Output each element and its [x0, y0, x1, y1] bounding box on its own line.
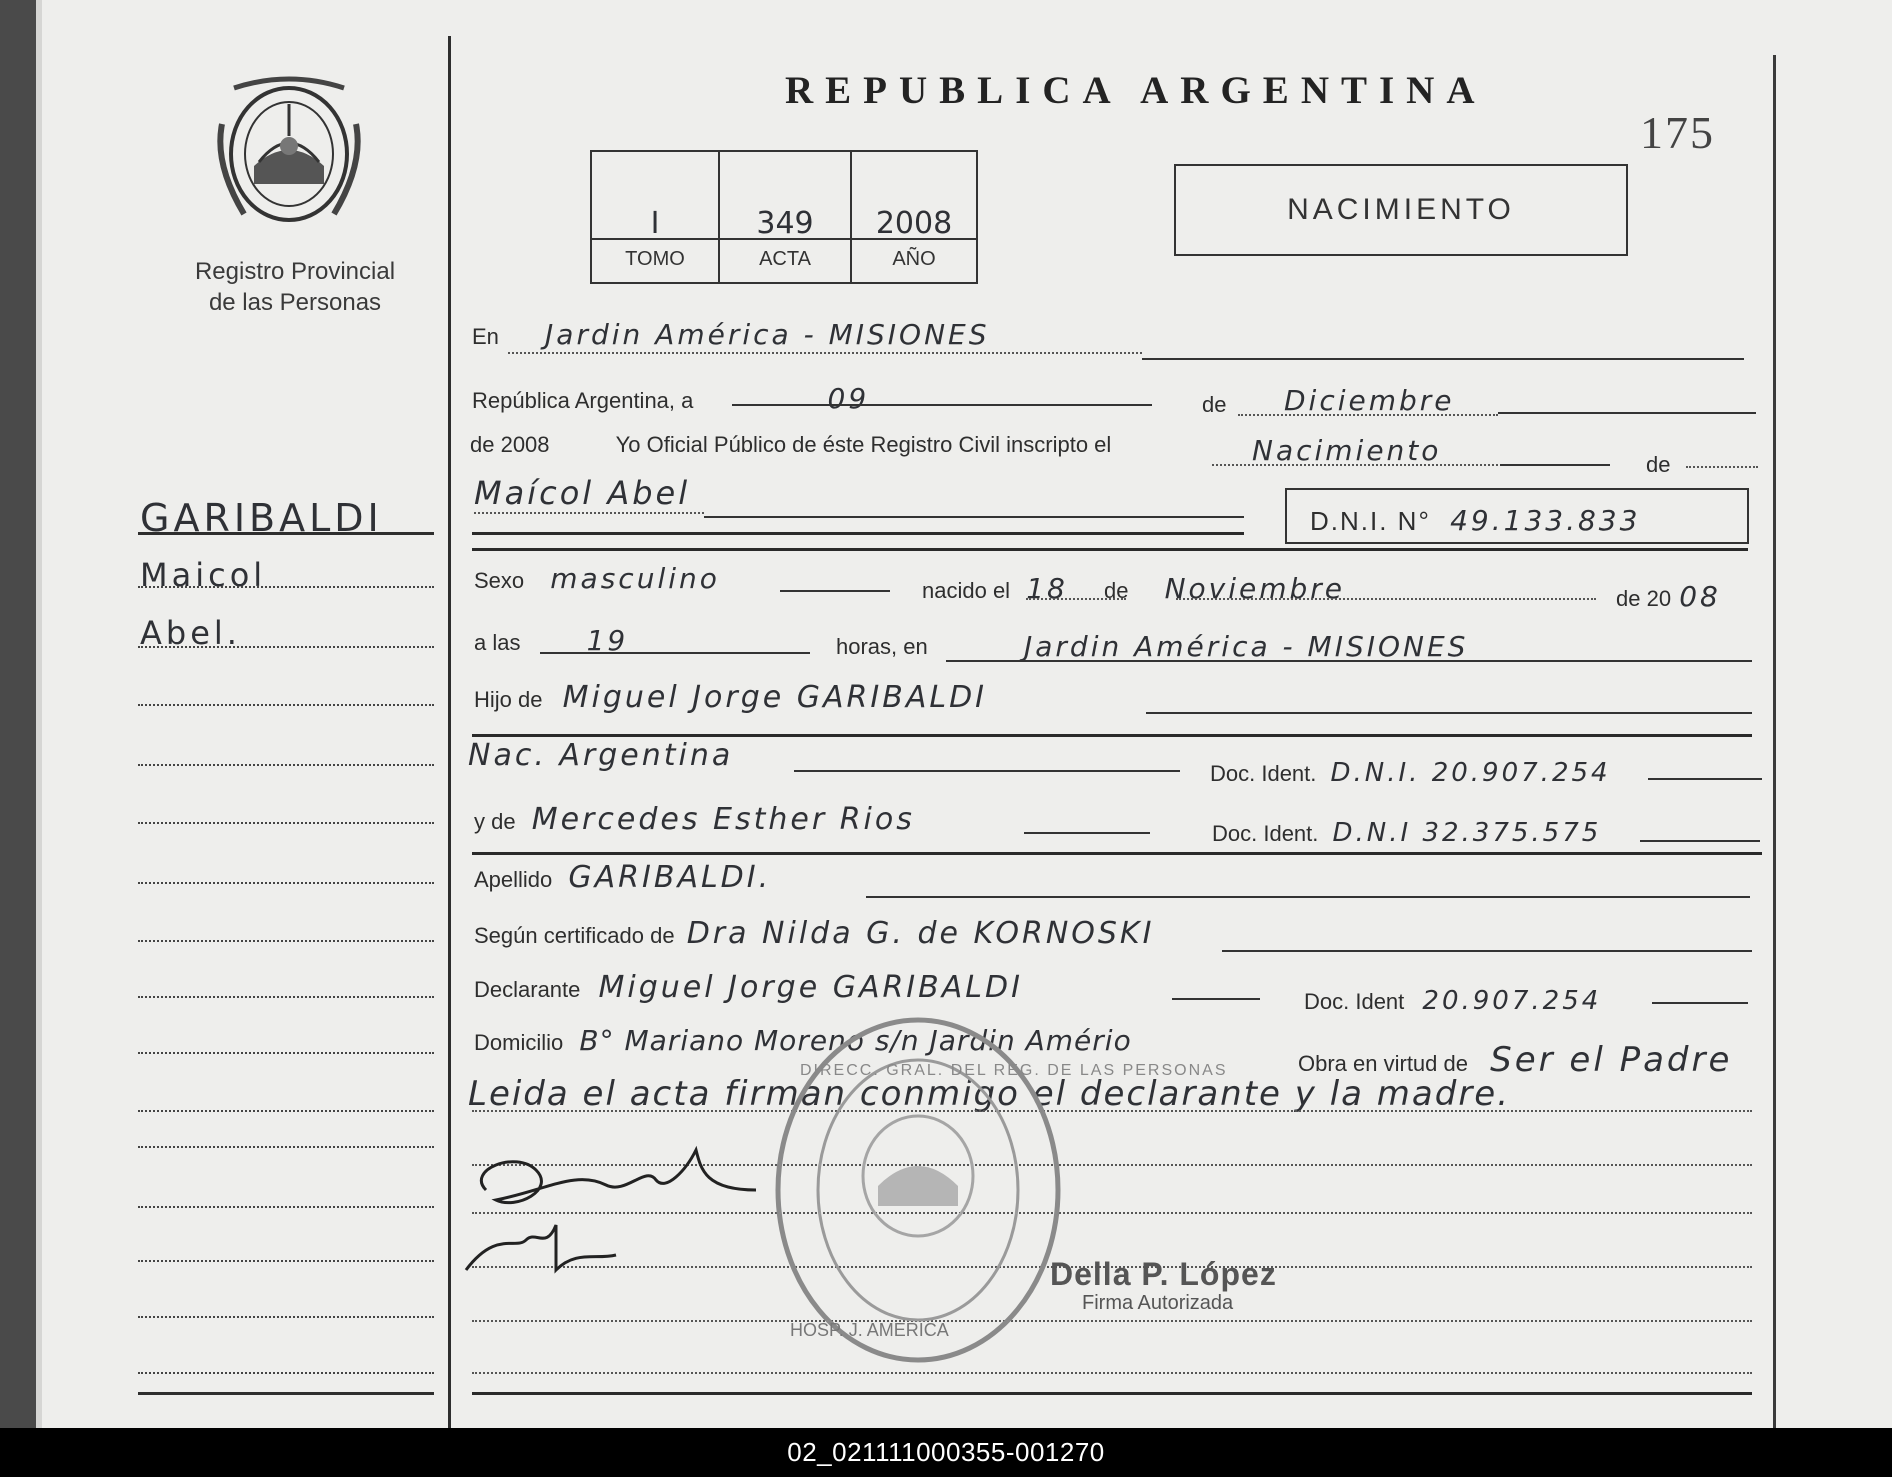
- republica-label: República Argentina, a: [472, 388, 694, 413]
- row-fecha: [472, 382, 869, 415]
- solid-line: [794, 770, 1180, 772]
- obra-value: Ser el Padre: [1490, 1040, 1733, 1080]
- nacido-mes: Noviembre: [1164, 572, 1346, 605]
- nacido-row: [922, 572, 1345, 605]
- doc-label2: Doc. Ident.: [1212, 821, 1319, 846]
- dni-row: [1310, 504, 1640, 537]
- de20-label: de 20: [1616, 586, 1672, 611]
- dotline: [474, 512, 704, 514]
- nacido-label: nacido el: [922, 578, 1011, 603]
- row-segun: [474, 916, 1154, 951]
- de20-row: [1616, 580, 1721, 613]
- segun-value: Dra Nilda G. de KORNOSKI: [686, 916, 1155, 951]
- dni-label: D.N.I. N°: [1310, 506, 1431, 536]
- de-label3: de: [1103, 578, 1129, 603]
- nacido-dia: 18: [1026, 572, 1068, 605]
- sidebar-dotline: [138, 704, 434, 706]
- row-apellido: [474, 860, 771, 895]
- thick-rule: [472, 548, 1748, 551]
- apellido-value: GARIBALDI.: [568, 860, 772, 895]
- thick-rule: [472, 734, 1752, 737]
- en-value: Jardin América - MISIONES: [545, 318, 990, 351]
- misiones-seal-icon: [214, 74, 364, 232]
- tomo-label: TOMO: [592, 238, 718, 271]
- sexo-value: masculino: [550, 562, 720, 595]
- sidebar-dotline: [138, 764, 434, 766]
- oficial-value-text: Nacimiento: [1252, 434, 1442, 467]
- record-type-box: NACIMIENTO: [1174, 164, 1628, 256]
- sidebar-dotline: [138, 646, 434, 648]
- horas-value: 19: [586, 624, 629, 657]
- sidebar-dotline: [138, 1110, 434, 1112]
- sidebar-apellido: GARIBALDI: [140, 496, 383, 540]
- row-padre: [474, 680, 987, 715]
- dotline: [472, 1320, 1752, 1322]
- solid-line: [866, 896, 1750, 898]
- registro-line2: de las Personas: [208, 289, 382, 316]
- anio-cell: [852, 152, 976, 282]
- tomo-acta-anio-table: [590, 150, 978, 284]
- horas-label: horas, en: [836, 634, 928, 659]
- nac-value: Nac. Argentina: [468, 738, 734, 773]
- dotline: [508, 352, 1142, 354]
- solid-line: [1142, 358, 1744, 360]
- de-label2: de: [1646, 452, 1671, 477]
- acta-cell: [720, 152, 852, 282]
- solid-line: [946, 660, 1752, 662]
- dni-value: 49.133.833: [1450, 504, 1641, 537]
- solid-line: [732, 404, 1152, 406]
- solid-line: [1024, 832, 1150, 834]
- dotline: [472, 1372, 1752, 1374]
- solid-line: [1172, 998, 1260, 1000]
- declarante-doc: 20.907.254: [1422, 986, 1602, 1016]
- row-sexo: [474, 562, 720, 595]
- doc-row-padre: [1210, 758, 1611, 788]
- en-label: En: [472, 324, 499, 349]
- dotline: [1238, 414, 1498, 416]
- obra-label: Obra en virtud de: [1298, 1051, 1468, 1076]
- mes-text: Diciembre: [1284, 384, 1455, 417]
- acta-value: 349: [756, 206, 814, 241]
- sidebar-dotline: [138, 1372, 434, 1374]
- sidebar-dotline: [138, 1146, 434, 1148]
- firma-caption: Firma Autorizada: [1082, 1292, 1234, 1314]
- nacido-anio: 08: [1679, 580, 1721, 613]
- y-de-label: y de: [474, 809, 516, 834]
- de-label: de: [1202, 392, 1227, 417]
- sidebar-dotline: [138, 1316, 434, 1318]
- madre-doc: D.N.I 32.375.575: [1332, 818, 1602, 848]
- tomo-cell: [592, 152, 720, 282]
- padre-value: Miguel Jorge GARIBALDI: [562, 680, 988, 715]
- sidebar-dotline: [138, 1206, 434, 1208]
- page-edge-shadow: [0, 0, 36, 1428]
- firma-name: Della P. López: [1050, 1256, 1277, 1292]
- domicilio-label: Domicilio: [474, 1030, 564, 1055]
- thick-rule: [472, 532, 1244, 535]
- solid-line: [1146, 712, 1752, 714]
- dotline: [1176, 598, 1596, 600]
- declarante-label: Declarante: [474, 977, 581, 1002]
- sidebar-dotline: [138, 1052, 434, 1054]
- file-id-footer: 02_021111000355-001270: [0, 1428, 1892, 1477]
- doc-row-madre: [1212, 818, 1601, 848]
- doc-label3: Doc. Ident: [1304, 989, 1405, 1014]
- sidebar-rule: [138, 532, 434, 535]
- registro-line1: Registro Provincial: [194, 258, 396, 285]
- dotline: [1212, 464, 1502, 466]
- sidebar-dotline: [138, 996, 434, 998]
- nombre-value: Maícol Abel: [474, 474, 691, 512]
- page-edge-highlight: [36, 0, 42, 1428]
- apellido-label: Apellido: [474, 867, 553, 892]
- dotline: [1686, 466, 1758, 468]
- sidebar-dotline: [138, 822, 434, 824]
- anio-label: AÑO: [852, 238, 976, 271]
- solid-line: [1640, 840, 1760, 842]
- sidebar-dotline: [138, 586, 434, 588]
- sidebar-dotline: [138, 882, 434, 884]
- signature-scribble-icon: [456, 1130, 776, 1290]
- registro-provincial-label: [150, 256, 440, 318]
- sidebar-nombre1: Maicol: [140, 556, 267, 594]
- oficial-value: [1252, 434, 1441, 467]
- madre-value: Mercedes Esther Rios: [531, 802, 915, 837]
- de2008-label: de 2008: [470, 432, 550, 457]
- solid-line: [780, 590, 890, 592]
- domicilio-value: B° Mariano Moreno s/n Jardin Amério: [579, 1024, 1132, 1057]
- row-declarante: [474, 970, 1023, 1005]
- stamp-ring-text: DIRECC. GRAL. DEL REG. DE LAS PERSONAS: [800, 1062, 1228, 1079]
- padre-doc: D.N.I. 20.907.254: [1330, 758, 1611, 788]
- row-en: [472, 318, 989, 351]
- tomo-value: I: [650, 206, 660, 241]
- a-las-label: a las: [474, 630, 521, 655]
- solid-line: [1222, 950, 1752, 952]
- segun-label: Según certificado de: [474, 923, 675, 948]
- hijo-label: Hijo de: [474, 687, 543, 712]
- column-divider: [448, 36, 451, 1428]
- page-number: 175: [1640, 107, 1715, 158]
- thick-rule: [472, 852, 1762, 855]
- doc-row-declarante: [1304, 986, 1601, 1016]
- thick-rule: [472, 1392, 1752, 1395]
- dotline: [1026, 598, 1126, 600]
- row-madre: [474, 802, 915, 837]
- sidebar-dotline: [138, 940, 434, 942]
- right-border: [1773, 55, 1776, 1428]
- solid-line: [704, 516, 1244, 518]
- sexo-label: Sexo: [474, 568, 525, 593]
- mes-value: [1284, 384, 1455, 417]
- lugar-row: [1024, 630, 1468, 663]
- dia-value: 09: [827, 382, 870, 415]
- sidebar-rule: [138, 1392, 434, 1395]
- leida-value: Leida el acta firman conmigo el declarante y la madre.: [468, 1074, 1511, 1114]
- solid-line: [1500, 464, 1610, 466]
- document-title: REPUBLICA ARGENTINA: [785, 69, 1487, 112]
- row-oficial: [470, 432, 1111, 458]
- lugar-value: Jardin América - MISIONES: [1024, 630, 1469, 663]
- sidebar-dotline: [138, 1260, 434, 1262]
- oficial-label: Yo Oficial Público de éste Registro Civil inscripto el: [615, 432, 1112, 457]
- stamp-center-text: HOSP. J. AMERICA: [790, 1320, 949, 1340]
- solid-line: [1652, 1002, 1748, 1004]
- acta-label: ACTA: [720, 238, 850, 271]
- dotline: [472, 1110, 1752, 1112]
- sidebar-nombre2: Abel.: [140, 614, 241, 652]
- declarante-value: Miguel Jorge GARIBALDI: [598, 970, 1023, 1005]
- solid-line: [540, 652, 810, 654]
- solid-line: [1498, 412, 1756, 414]
- anio-value: 2008: [875, 206, 953, 241]
- row-nac: [468, 738, 733, 773]
- row-nombre: [474, 474, 690, 512]
- solid-line: [1648, 778, 1762, 780]
- doc-label: Doc. Ident.: [1210, 761, 1317, 786]
